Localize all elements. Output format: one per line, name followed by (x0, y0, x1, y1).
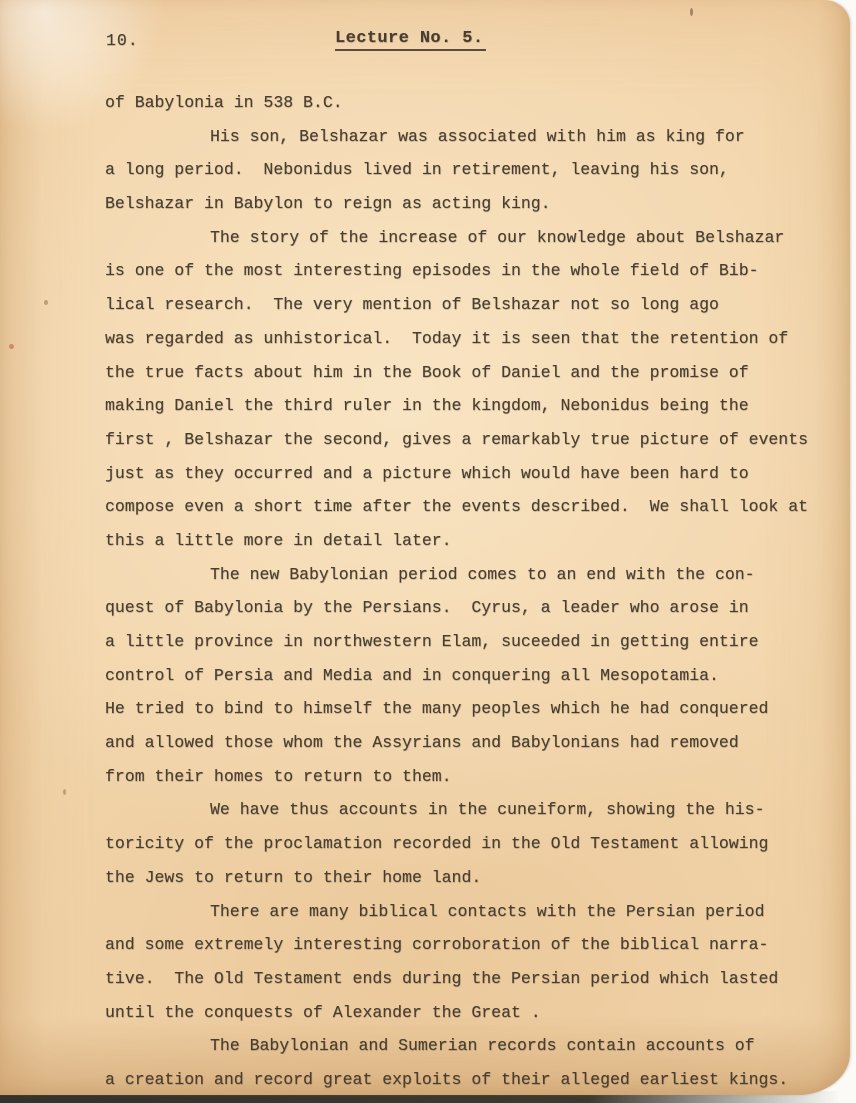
text-line: The story of the increase of our knowledge about Belshazar (210, 227, 785, 247)
paper-speck (44, 300, 48, 305)
page-title: Lecture No. 5. (335, 29, 486, 51)
text-line: There are many biblical contacts with the Persian period (210, 901, 765, 921)
text-line: this a little more in detail later. (105, 530, 452, 550)
text-line: His son, Belshazar was associated with him as king for (210, 126, 745, 146)
paper-speck (63, 789, 66, 795)
text-line: He tried to bind to himself the many peoples which he had conquered (105, 699, 769, 719)
text-line: Belshazar in Babylon to reign as acting king. (105, 194, 551, 214)
paper-speck (690, 8, 693, 16)
text-line: until the conquests of Alexander the Great . (105, 1002, 541, 1022)
text-line: The new Babylonian period comes to an end with the con- (210, 564, 755, 584)
document-lines (105, 86, 850, 1097)
text-line: is one of the most interesting episodes in the whole field of Bib- (105, 261, 759, 281)
text-line: from their homes to return to them. (105, 766, 452, 786)
text-line: lical research. The very mention of Belshazar not so long ago (105, 295, 719, 315)
text-line: control of Persia and Media and in conquering all Mesopotamia. (105, 665, 719, 685)
text-line: tive. The Old Testament ends during the Persian period which lasted (105, 968, 779, 988)
text-line: the true facts about him in the Book of Daniel and the promise of (105, 362, 749, 382)
text-line: and allowed those whom the Assyrians and Babylonians had removed (105, 733, 739, 753)
text-line: making Daniel the third ruler in the kingdom, Nebonidus being the (105, 396, 749, 416)
text-line: just as they occurred and a picture which would have been hard to (105, 463, 749, 483)
text-line: first , Belshazar the second, gives a remarkably true picture of events (105, 429, 809, 449)
text-line: quest of Babylonia by the Persians. Cyrus, a leader who arose in (105, 598, 749, 618)
text-line: a little province in northwestern Elam, suceeded in getting entire (105, 632, 759, 651)
text-line: We have thus accounts in the cuneiform, showing the his- (210, 800, 765, 820)
paper-speck (9, 344, 14, 349)
text-line: a long period. Nebonidus lived in retirement, leaving his son, (105, 160, 729, 180)
text-line: of Babylonia in 538 B.C. (105, 93, 343, 112)
text-line: the Jews to return to their home land. (105, 867, 482, 887)
text-line: compose even a short time after the events described. We shall look at (105, 497, 809, 517)
text-line: toricity of the proclamation recorded in the Old Testament allowing (105, 834, 769, 854)
page-number: 10. (106, 31, 139, 50)
text-line: and some extremely interesting corroboration of the biblical narra- (105, 935, 769, 955)
text-line: The Babylonian and Sumerian records contain accounts of (210, 1036, 755, 1056)
text-line: a creation and record great exploits of their alleged earliest kings. (105, 1069, 789, 1089)
text-line: was regarded as unhistorical. Today it is seen that the retention of (105, 328, 789, 348)
